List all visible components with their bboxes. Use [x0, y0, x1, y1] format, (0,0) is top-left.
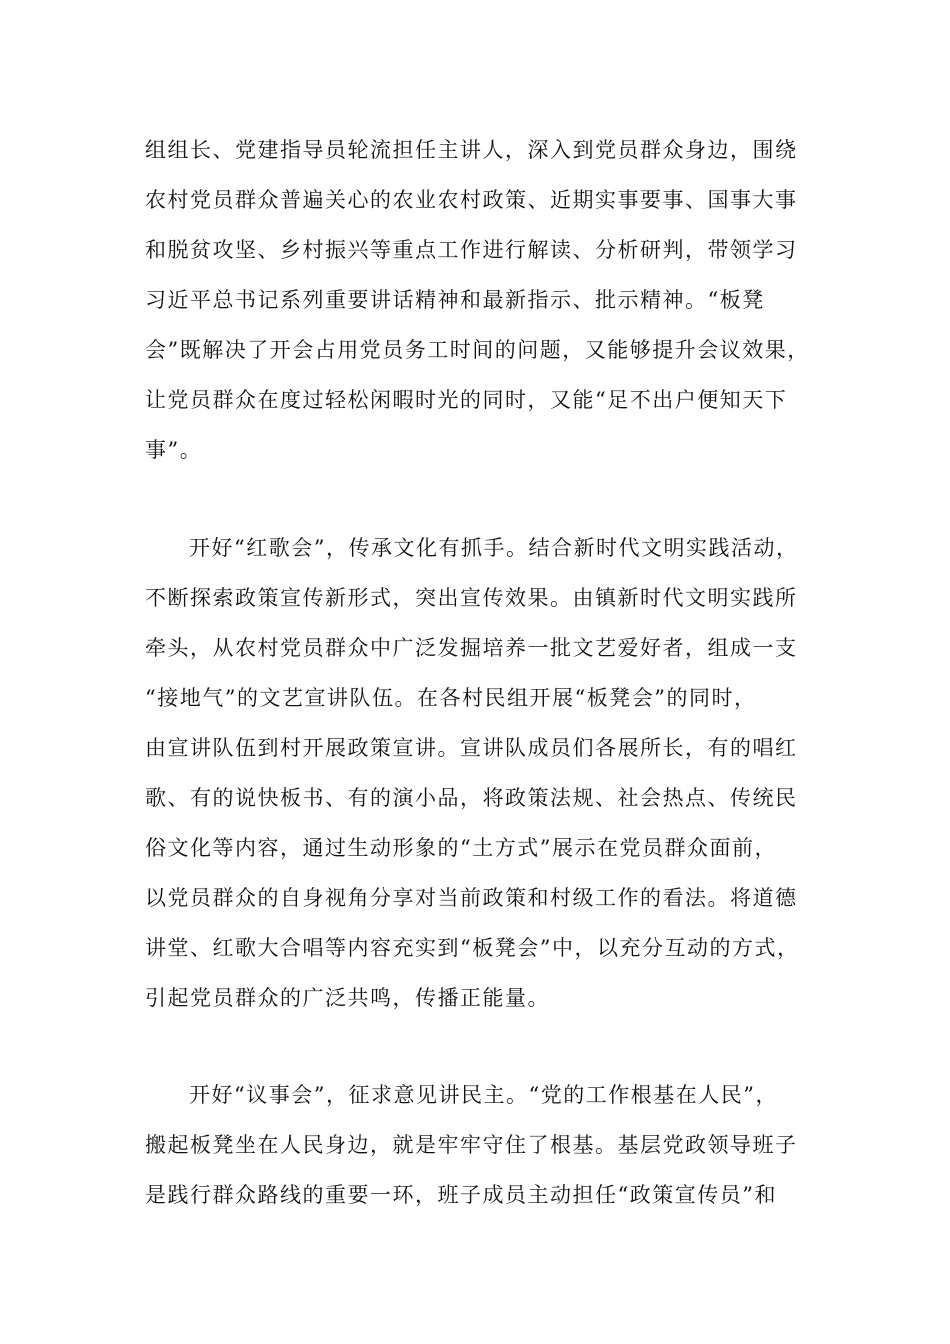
- paragraph-line: 牵头，从农村党员群众中广泛发掘培养一批文艺爱好者，组成一支: [145, 636, 798, 660]
- paragraph-line: 让党员群众在度过轻松闲暇时光的同时，又能“足不出户便知天下: [145, 388, 788, 412]
- paragraph-line: 会”既解决了开会占用党员务工时间的问题，又能够提升会议效果，: [145, 338, 810, 362]
- paragraph-line: 习近平总书记系列重要讲话精神和最新指示、批示精神。“板凳: [145, 288, 765, 312]
- paragraph-line: 由宣讲队伍到村开展政策宣讲。宣讲队成员们各展所长，有的唱红: [145, 736, 798, 760]
- paragraph-line: 组组长、党建指导员轮流担任主讲人，深入到党员群众身边，围绕: [145, 138, 798, 162]
- paragraph-line: 和脱贫攻坚、乡村振兴等重点工作进行解读、分析研判，带领学习: [145, 238, 798, 262]
- paragraph-line: “接地气”的文艺宣讲队伍。在各村民组开展“板凳会”的同时，: [145, 686, 757, 710]
- paragraph-line: 以党员群众的自身视角分享对当前政策和村级工作的看法。将道德: [145, 886, 798, 910]
- paragraph-line: 是践行群众路线的重要一环，班子成员主动担任“政策宣传员”和: [145, 1183, 777, 1207]
- paragraph-line: 讲堂、红歌大合唱等内容充实到“板凳会”中，以充分互动的方式，: [145, 936, 800, 960]
- paragraph-line: 不断探索政策宣传新形式，突出宣传效果。由镇新时代文明实践所: [145, 586, 798, 610]
- paragraph-line: 开好“红歌会”，传承文化有抓手。结合新时代文明实践活动，: [189, 536, 799, 560]
- paragraph-line: 事”。: [145, 438, 203, 462]
- paragraph-line: 搬起板凳坐在人民身边，就是牢牢守住了根基。基层党政领导班子: [145, 1133, 798, 1157]
- paragraph-line: 引起党员群众的广泛共鸣，传播正能量。: [145, 986, 550, 1010]
- paragraph-line: 歌、有的说快板书、有的演小品，将政策法规、社会热点、传统民: [145, 786, 798, 810]
- paragraph-line: 农村党员群众普遍关心的农业农村政策、近期实事要事、国事大事: [145, 188, 798, 212]
- paragraph-line: 开好“议事会”，征求意见讲民主。“党的工作根基在人民”，: [189, 1083, 778, 1107]
- paragraph-line: 俗文化等内容，通过生动形象的“土方式”展示在党员群众面前，: [145, 836, 777, 860]
